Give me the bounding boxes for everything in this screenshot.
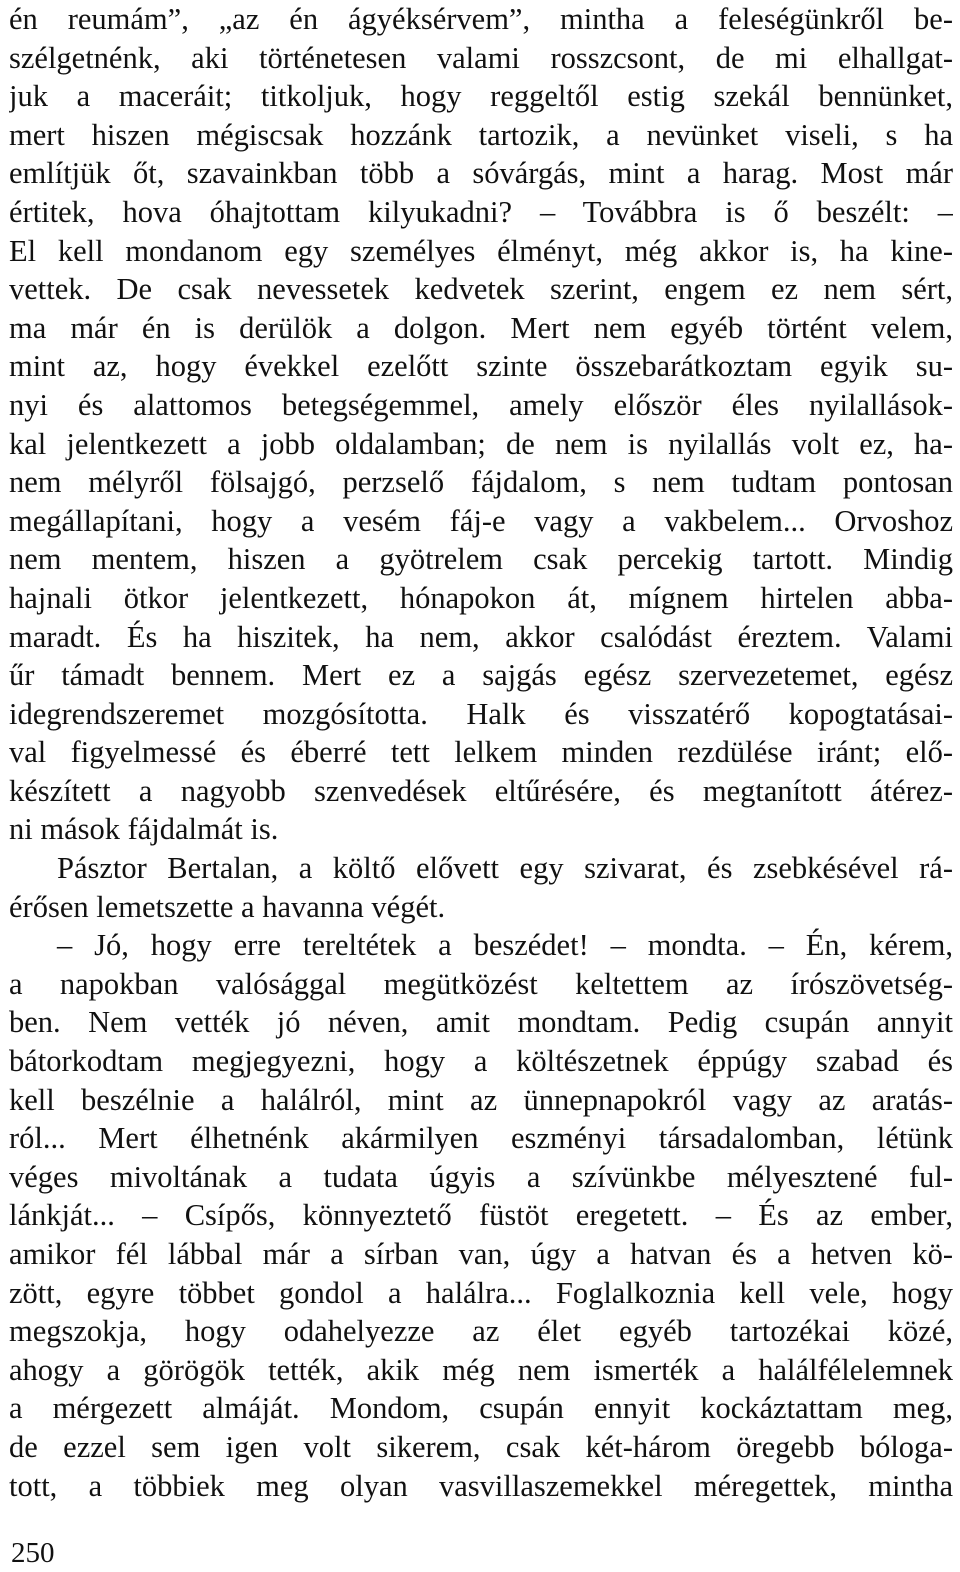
text-line: értitek, hova óhajtottam kilyukadni? – Továbbra is ő beszélt: – bbox=[9, 194, 953, 229]
text-line: val figyelmessé és éberré tett lelkem minden rezdülése iránt; elő- bbox=[9, 735, 953, 770]
page-number: 250 bbox=[11, 1537, 55, 1569]
text-line: véges mivoltának a tudata úgyis a szívünkbe mélyesztené ful- bbox=[9, 1159, 953, 1194]
text-line: megszokja, hogy odahelyezze az élet egyéb tartozékai közé, bbox=[9, 1314, 953, 1349]
text-line: mert hiszen mégiscsak hozzánk tartozik, a nevünket viseli, s ha bbox=[9, 117, 953, 152]
paragraph-first-line: Pásztor Bertalan, a költő elővett egy szivarat, és zsebkésével rá- bbox=[57, 851, 953, 886]
text-line: szélgetnénk, aki történetesen valami rosszcsont, de mi elhallgat- bbox=[9, 40, 953, 75]
text-line: én reumám”, „az én ágyéksérvem”, mintha a feleségünkről be- bbox=[9, 2, 953, 36]
text-line: a mérgezett almáját. Mondom, csupán ennyit kockáztattam meg, bbox=[9, 1391, 953, 1426]
text-line: hajnali ötkor jelentkezett, hónapokon át, mígnem hirtelen abba- bbox=[9, 580, 953, 615]
text-line: tott, a többiek meg olyan vasvillaszemekkel méregettek, mintha bbox=[9, 1468, 953, 1503]
text-line: a napokban valósággal megütközést keltettem az írószövetség- bbox=[9, 966, 953, 1001]
text-line: nem mélyről fölsajgó, perzselő fájdalom, s nem tudtam pontosan bbox=[9, 465, 953, 500]
text-line: bátorkodtam megjegyezni, hogy a költészetnek éppúgy szabad és bbox=[9, 1044, 953, 1079]
text-line: űr támadt bennem. Mert ez a sajgás egész szervezetemet, egész bbox=[9, 658, 953, 693]
text-line: El kell mondanom egy személyes élményt, még akkor is, ha kine- bbox=[9, 233, 953, 268]
paragraph-last-line: ni mások fájdalmát is. bbox=[9, 812, 279, 847]
text-line: ahogy a görögök tették, akik még nem ismerték a halálfélelemnek bbox=[9, 1352, 953, 1387]
text-line: ben. Nem vették jó néven, amit mondtam. Pedig csupán annyit bbox=[9, 1005, 953, 1040]
text-line: nem mentem, hiszen a gyötrelem csak percekig tartott. Mindig bbox=[9, 542, 953, 577]
text-line: nyi és alattomos betegségemmel, amely először éles nyilallások- bbox=[9, 387, 953, 422]
text-line: megállapítani, hogy a vesém fáj-e vagy a vakbelem... Orvoshoz bbox=[9, 503, 953, 538]
text-line: ról... Mert élhetnénk akármilyen eszményi társadalomban, létünk bbox=[9, 1121, 953, 1156]
text-line: lánkját... – Csípős, könnyeztető füstöt eregetett. – És az ember, bbox=[9, 1198, 953, 1233]
text-line: vettek. De csak nevessetek kedvetek szerint, engem ez nem sért, bbox=[9, 272, 953, 307]
paragraph-last-line: érősen lemetszette a havanna végét. bbox=[9, 889, 446, 924]
text-line: maradt. És ha hiszitek, ha nem, akkor csalódást éreztem. Valami bbox=[9, 619, 953, 654]
text-line: kal jelentkezett a jobb oldalamban; de nem is nyilallás volt ez, ha- bbox=[9, 426, 953, 461]
text-line: juk a maceráit; titkoljuk, hogy reggeltől estig szekál bennünket, bbox=[9, 79, 953, 114]
paragraph-first-line: – Jó, hogy erre tereltétek a beszédet! – mondta. – Én, kérem, bbox=[57, 928, 953, 963]
text-line: készített a nagyobb szenvedések eltűrésére, és megtanított átérez- bbox=[9, 773, 953, 808]
text-line: ma már én is derülök a dolgon. Mert nem egyéb történt velem, bbox=[9, 310, 953, 345]
text-line: említjük őt, szavainkban több a sóvárgás, mint a harag. Most már bbox=[9, 156, 953, 191]
text-line: de ezzel sem igen volt sikerem, csak két-három öregebb bóloga- bbox=[9, 1429, 953, 1464]
text-line: kell beszélnie a halálról, mint az ünnepnapokról vagy az aratás- bbox=[9, 1082, 953, 1117]
text-line: idegrendszeremet mozgósította. Halk és visszatérő kopogtatásai- bbox=[9, 696, 953, 731]
text-line: amikor fél lábbal már a sírban van, úgy a hatvan és a hetven kö- bbox=[9, 1237, 953, 1271]
text-line: mint az, hogy évekkel ezelőtt szinte összebarátkoztam egyik su- bbox=[9, 349, 953, 384]
text-line: zött, egyre többet gondol a halálra... Foglalkoznia kell vele, hogy bbox=[9, 1275, 953, 1310]
